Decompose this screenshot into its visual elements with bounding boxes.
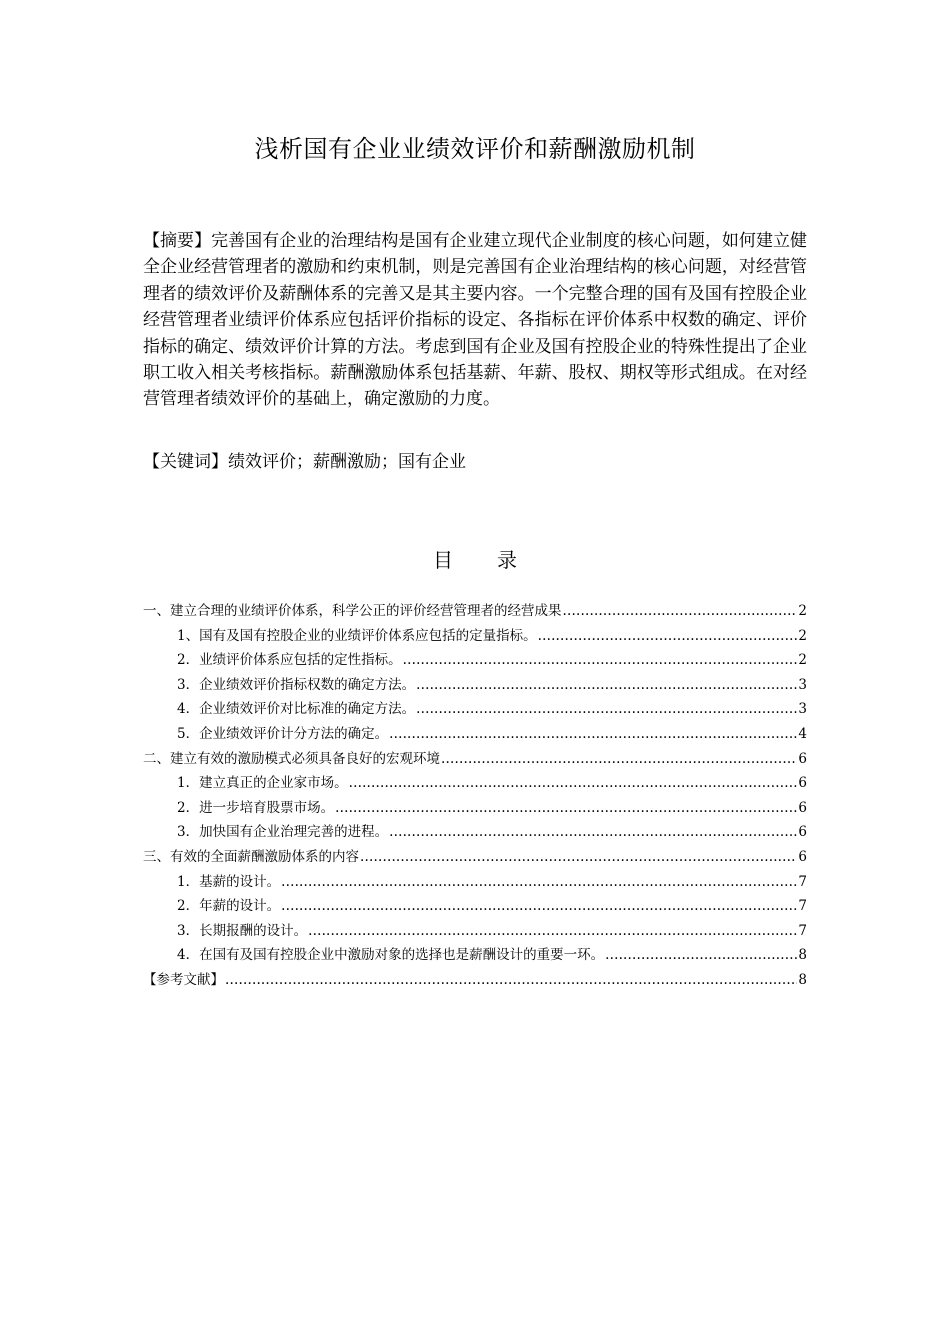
toc-leader-dots bbox=[416, 697, 797, 722]
toc-leader-dots bbox=[403, 648, 798, 673]
toc-leader-dots bbox=[416, 673, 797, 698]
keywords-line bbox=[143, 449, 807, 475]
toc-page-number: 6 bbox=[798, 824, 807, 841]
toc-entry-3-2[interactable] bbox=[143, 894, 807, 919]
toc-page-number: 4 bbox=[798, 725, 807, 742]
toc-page-number: 2 bbox=[798, 627, 807, 644]
toc-leader-dots bbox=[335, 796, 797, 821]
toc-entry-text: 二、建立有效的激励模式必须具备良好的宏观环境 bbox=[143, 750, 440, 767]
toc-entry-3-1[interactable] bbox=[143, 870, 807, 895]
toc-entry-text: 三、有效的全面薪酬激励体系的内容 bbox=[143, 848, 359, 865]
toc-leader-dots bbox=[308, 919, 797, 944]
toc-entry-text: 【参考文献】 bbox=[143, 971, 224, 988]
toc-page-number: 8 bbox=[798, 947, 807, 964]
toc-page-number: 6 bbox=[798, 750, 807, 767]
toc-entry-1[interactable] bbox=[143, 599, 807, 624]
toc-entry-1-5[interactable] bbox=[143, 722, 807, 747]
toc-title-right: 录 bbox=[497, 548, 517, 572]
toc-leader-dots bbox=[441, 747, 797, 772]
toc-leader-dots bbox=[563, 599, 798, 624]
toc-leader-dots bbox=[538, 624, 798, 649]
toc-leader-dots bbox=[605, 943, 797, 968]
toc-entry-2[interactable] bbox=[143, 747, 807, 772]
toc-page-number: 7 bbox=[798, 873, 807, 890]
toc-page-number: 2 bbox=[798, 603, 807, 619]
toc-entry-2-1[interactable] bbox=[143, 771, 807, 796]
toc-entry-text: 2．年薪的设计。 bbox=[177, 898, 281, 915]
abstract-text: 完善国有企业的治理结构是国有企业建立现代企业制度的核心问题，如何建立健全企业经营管理者的激励和约束机制，则是完善国有企业治理结构的核心问题，对经营管理者的绩效评价及薪酬体系的完善又是其主要内容。一个完整合理的国有及国有控股企业经营管理者业绩评价体系应包括评价指标的设定、各指标在评价体系中权数的确定、评价指标的确定、绩效评价计算的方法。考虑到国有企业及国有控股企业的特殊性提出了企业职工收入相关考核指标。薪酬激励体系包括基薪、年薪、股权、期权等形式组成。在对经营管理者绩效评价的基础上，确定激励的力度。 bbox=[143, 231, 808, 410]
toc-leader-dots bbox=[281, 870, 797, 895]
abstract-paragraph bbox=[143, 228, 807, 413]
toc-entry-text: 3．企业绩效评价指标权数的确定方法。 bbox=[177, 676, 416, 693]
toc-leader-dots bbox=[349, 771, 798, 796]
toc-entry-text: 3．加快国有企业治理完善的进程。 bbox=[177, 824, 389, 841]
toc-leader-dots bbox=[225, 968, 797, 993]
toc-leader-dots bbox=[281, 894, 797, 919]
toc-entry-3[interactable] bbox=[143, 845, 807, 870]
toc-page-number: 3 bbox=[798, 701, 807, 718]
toc-entry-3-4[interactable] bbox=[143, 943, 807, 968]
toc-title-left: 目 bbox=[433, 548, 453, 572]
document-title: 浅析国有企业业绩效评价和薪酬激励机制 bbox=[254, 135, 696, 163]
toc-entry-1-3[interactable] bbox=[143, 673, 807, 698]
toc-page-number: 3 bbox=[798, 676, 807, 693]
toc-entry-text: 4．企业绩效评价对比标准的确定方法。 bbox=[177, 701, 416, 718]
toc-entry-text: 1、国有及国有控股企业的业绩评价体系应包括的定量指标。 bbox=[177, 627, 537, 644]
toc-leader-dots bbox=[389, 722, 797, 747]
toc-leader-dots bbox=[389, 820, 797, 845]
toc-page-number: 2 bbox=[798, 652, 807, 669]
toc-leader-dots bbox=[360, 845, 797, 870]
toc-entry-text: 1．建立真正的企业家市场。 bbox=[177, 775, 348, 792]
toc-entry-3-3[interactable] bbox=[143, 919, 807, 944]
toc-page-number: 6 bbox=[798, 775, 807, 792]
toc-entry-1-1[interactable] bbox=[143, 624, 807, 649]
toc-entry-references[interactable] bbox=[143, 968, 807, 993]
toc-entry-2-3[interactable] bbox=[143, 820, 807, 845]
toc-entry-text: 4．在国有及国有控股企业中激励对象的选择也是薪酬设计的重要一环。 bbox=[177, 947, 605, 964]
keywords-label: 【关键词】 bbox=[143, 452, 228, 472]
toc-entry-1-2[interactable] bbox=[143, 648, 807, 673]
toc-entry-text: 3．长期报酬的设计。 bbox=[177, 922, 308, 939]
toc-entry-text: 1．基薪的设计。 bbox=[177, 873, 281, 890]
toc-entry-text: 5．企业绩效评价计分方法的确定。 bbox=[177, 725, 389, 742]
keywords-text: 绩效评价；薪酬激励；国有企业 bbox=[228, 452, 466, 472]
toc-entry-text: 2．进一步培育股票市场。 bbox=[177, 799, 335, 816]
toc-entry-1-4[interactable] bbox=[143, 697, 807, 722]
table-of-contents bbox=[143, 599, 807, 993]
toc-entry-2-2[interactable] bbox=[143, 796, 807, 821]
toc-page-number: 8 bbox=[798, 971, 807, 988]
toc-page-number: 6 bbox=[798, 799, 807, 816]
toc-entry-text: 2．业绩评价体系应包括的定性指标。 bbox=[177, 652, 402, 669]
toc-entry-text: 一、建立合理的业绩评价体系，科学公正的评价经营管理者的经营成果 bbox=[143, 603, 562, 619]
toc-page-number: 7 bbox=[798, 898, 807, 915]
toc-page-number: 7 bbox=[798, 922, 807, 939]
toc-title bbox=[0, 546, 950, 574]
toc-page-number: 6 bbox=[798, 848, 807, 865]
abstract-label: 【摘要】 bbox=[143, 231, 212, 251]
